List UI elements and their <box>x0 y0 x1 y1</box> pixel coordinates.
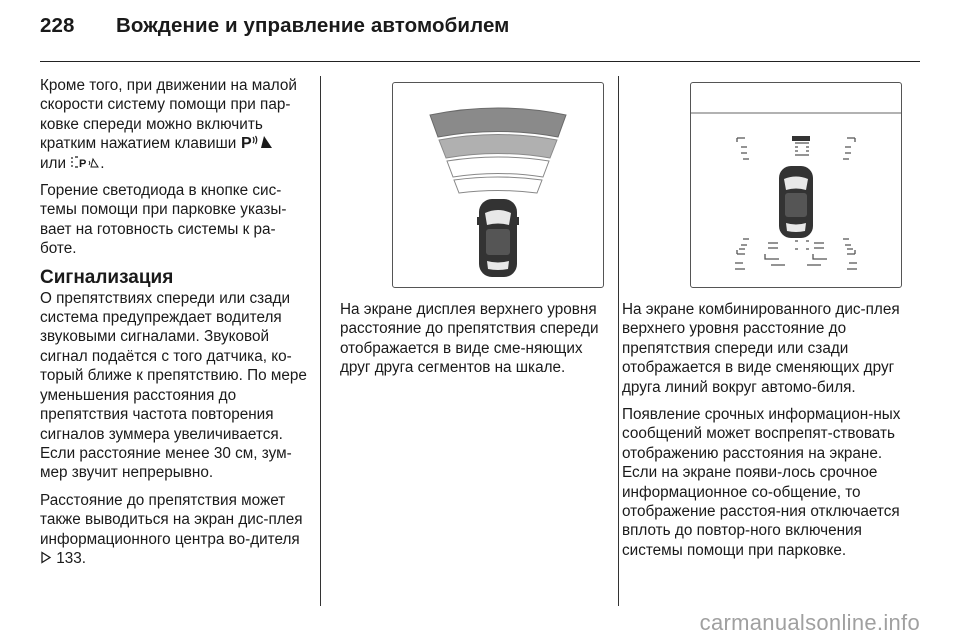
header-rule <box>40 61 920 62</box>
figure-combined-display <box>690 82 902 288</box>
figure-combined-display-image <box>691 83 901 287</box>
paragraph-led: Горение светодиода в кнопке сис-темы помощи при парковке указы-вает на готовность системы к ра-боте. <box>40 182 287 258</box>
paragraph-activation-or: или <box>40 154 67 172</box>
caption-segment-display: На экране дисплея верхнего уровня расстояние до препятствия спереди отображается в виде сме-няющих друг друга сегментов на шкале. <box>340 301 599 377</box>
figure-segment-display-image <box>393 83 603 287</box>
park-assist-key-icon <box>241 134 275 150</box>
page-title: Вождение и управление автомобилем <box>116 14 510 37</box>
paragraph-display <box>40 491 310 569</box>
page-reference-arrow-icon <box>40 551 52 564</box>
paragraph-display-text: Расстояние до препятствия может также выводиться на экран дис-плея информационного центра во-дителя <box>40 491 303 548</box>
paragraph-activation-text: Кроме того, при движении на малой скорости систему помощи при пар-ковке спереди можно включить кратким нажатием клавиши <box>40 77 297 153</box>
section-heading-signal: Сигнализация <box>40 266 174 288</box>
column-middle <box>340 300 610 386</box>
column-divider-1 <box>320 76 321 606</box>
caption-combined-display: На экране комбинированного дис-плея верхнего уровня расстояние до препятствия спереди или сзади отображается в виде сменяющих друг друга линий вокруг автомо-биля. <box>622 301 900 396</box>
page-header <box>40 14 509 38</box>
svg-text:P: P <box>240 135 252 151</box>
page-number: 228 <box>40 14 75 37</box>
page-reference-link[interactable]: 133. <box>56 549 87 567</box>
paragraph-activation: Кроме того, при движении на малой скорости систему помощи при пар-ковке спереди можно включить кратким нажатием клавиши P или P . <box>40 77 297 172</box>
paragraph-urgent-messages: Появление срочных информацион-ных сообщений может воспрепят-ствовать отображению расстояния на экране. Если на экране появи-лось срочное информационное со-общение, то отображение расстоя-ния отключается вплоть до повтор-ного включения системы помощи при парковке. <box>622 406 901 559</box>
column-right <box>622 300 912 568</box>
park-assist-front-key-icon <box>70 154 100 170</box>
paragraph-signals: О препятствиях спереди или сзади система предупреждает водителя звуковыми сигналами. Звуковой сигнал подаётся с того датчика, ко-торый ближе к препятствию. По мере уменьшения расстояния до препятствия частота повторения сигналов зуммера увеличивается. Если расстояние менее 30 см, зум-мер звучит непрерывно. <box>40 289 307 482</box>
watermark: carmanualsonline.info <box>699 610 920 635</box>
svg-text:P: P <box>79 157 87 170</box>
column-divider-2 <box>618 76 619 606</box>
column-left <box>40 76 310 576</box>
figure-segment-display <box>392 82 604 288</box>
